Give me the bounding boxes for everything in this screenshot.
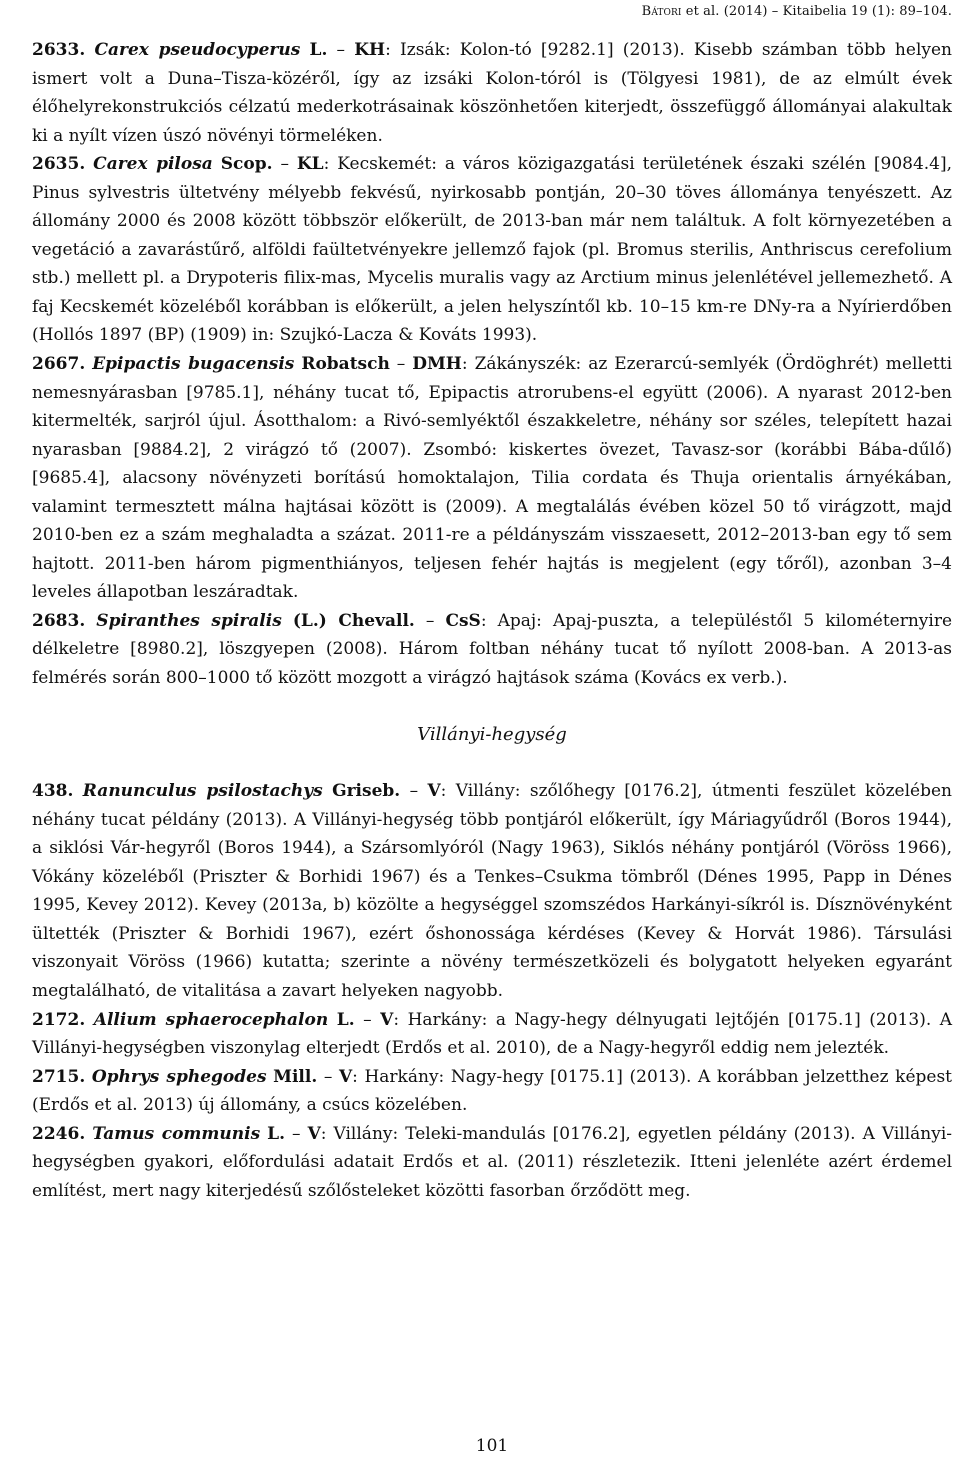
entry-text: Apaj: Apaj-puszta, a településtől 5 kilométernyire délkeletre [8980.2], löszgyepen (2008). Három foltban néhány tucat tő nyílott 2008-ban. A 2013-as felmérés során 800–1000 tő között mozgott a virágzó hajtások száma (Kovács ex verb.). [32,610,953,689]
region-code: V [338,1066,353,1087]
region-code: V [307,1123,321,1144]
entry-text: Zákányszék: az Ezerarcú-semlyék (Ördöghrét) melletti nemesnyárasban [9785.1], néhány tucat tő, Epipactis atrorubens-el együtt (2006). A nyarast 2012-ben kitermelték, sarjról újul. Ásotthalom: a Rivó-semlyéktől északkeletre, néhány sor széles, telepített hazai nyarasban [9884.2], 2 virágzó tő (2007). Zsombó: kiskertes övezet, Tavasz-sor (korábbi Bába-dűlő) [9685.4], alacsony növényzeti borítású homoktalajon, Tilia cordata és Thuja orientalis árnyékában, valamint termesztett málna hajtásai között is (2009). A megtalálás évében közel 50 tő virágzott, majd 2010-ben ez a szám meghaladta a százat. 2011-re a példányszám visszaesett, 2012–2013-ban egy tő sem hajtott. 2011-ben három pigmenthiányos, teljesen fehér hajtás is megjelent (egy tőről), azonban 3–4 leveles állapotban leszáradtak. [32,354,953,603]
species-authority: L. [267,1123,286,1144]
running-header [642,4,952,19]
species-authority: Mill. [273,1066,318,1087]
entry-number: 438. [32,781,74,802]
page [32,0,952,1458]
entry-text: Villány: szőlőhegy [0176.2], útmenti feszület közelében néhány tucat példány (2013). A Villányi-hegység több pontjáról előkerült, így Máriagyűdről (Boros 1944), a siklósi Vár-hegyről (Boros 1944), a Szársomlyóról (Nagy 1963), Siklós néhány pontjáról (Vöröss 1966), Vókány közeléből (Priszter & Borhidi 1967) és a Tenkes–Csukma tömbről (Dénes 1995, Papp in Dénes 1995, Kevey 2012). Kevey (2013a, b) közölte a hegységgel szomszédos Harkányi-síkról is. Dísznövényként ültették (Priszter & Borhidi 1967), ezért őshonossága kérdéses (Kevey & Horvát 1986). Társulási viszonyait Vöröss (1966) kutatta; szerinte a növény természetközeli és bolygatott helyeken egyaránt megtalálható, de vitalitása a zavart helyeken nagyobb. [32,781,952,1001]
species-authority: (L.) Chevall. [292,610,415,631]
entry-2246: 2246. Tamus communis L. – V: Villány: Teleki-mandulás [0176.2], egyetlen példány (2013). A Villányi-hegységben gyakori, előfordulási adatait Erdős et al. (2011) részletezik. Itteni jelenléte azért érdemel említést, mert nagy kiterjedésű szőlősteleket közötti fasorban őrződött meg. [32,1123,953,1201]
region-code: V [427,781,441,802]
entry-number: 2683. [32,610,86,631]
entry-text: Harkány: a Nagy-hegy délnyugati lejtőjén [0175.1] (2013). A Villányi-hegységben viszonylag elterjedt (Erdős et al. 2010), de a Nagy-hegyről eddig nem jelezték. [32,1009,953,1059]
region-code: KH [354,40,386,60]
entry-number: 2246. [32,1123,86,1144]
species-name: Ranunculus psilostachys [82,781,323,802]
species-authority: Griseb. [332,781,401,802]
entry-number: 2172. [32,1009,86,1030]
entry-number: 2633. [32,40,86,60]
entry-text: Harkány: Nagy-hegy [0175.1] (2013). A korábban jelzetthez képest (Erdős et al. 2013) új állomány, a csúcs közelében. [32,1066,953,1116]
entry-438: 438. Ranunculus psilostachys Griseb. – V: Villány: szőlőhegy [0176.2], útmenti feszület közelében néhány tucat példány (2013). A Villányi-hegység több pontjáról előkerült, így Máriagyűdről (Boros 1944), a siklósi Vár-hegyről (Boros 1944), a Szársomlyóról (Nagy 1963), Siklós néhány pontjáról (Vöröss 1966), Vókány közeléből (Priszter & Borhidi 1967) és a Tenkes–Csukma tömbről (Dénes 1995, Papp in Dénes 1995, Kevey 2012). Kevey (2013a, b) közölte a hegységgel szomszédos Harkányi-síkról is. Dísznövényként ültették (Priszter & Borhidi 1967), ezért őshonossága kérdéses (Kevey & Horvát 1986). Társulási viszonyait Vöröss (1966) kutatta; szerinte a növény természetközeli és bolygatott helyeken egyaránt megtalálható, de vitalitása a zavart helyeken nagyobb. [32,781,952,1001]
entry-number: 2715. [32,1066,86,1087]
header-author: Bátori [641,4,682,19]
entry-text: Kecskemét: a város közigazgatási területének északi szélén [9084.4], Pinus sylvestris ültetvény mélyebb fekvésű, nyirkosabb pontján, 20–30 töves állománya tenyészett. Az állomány 2000 és 2008 között többször előkerült, de 2013-ban már nem találtuk. A folt környezetében a vegetáció a zavarástűrő, alföldi faültetvényekre jellemző fajok (pl. Bromus sterilis, Anthriscus cerefolium stb.) mellett pl. a Drypoteris filix-mas, Mycelis muralis vagy az Arctium minus jelenlétével jellemezhető. A faj Kecskemét közeléből korábban is előkerült, a jelen helyszíntől kb. 10–15 km-re DNy-ra a Nyírierdőben (Hollós 1897 (BP) (1909) in: Szujkó-Lacza & Kováts 1993). [32,154,953,346]
entry-2667: 2667. Epipactis bugacensis Robatsch – DMH: Zákányszék: az Ezerarcú-semlyék (Ördöghrét) melletti nemesnyárasban [9785.1], néhány tucat tő, Epipactis atrorubens-el együtt (2006). A nyarast 2012-ben kitermelték, sarjról újul. Ásotthalom: a Rivó-semlyéktől északkeletre, néhány sor széles, telepített hazai nyarasban [9884.2], 2 virágzó tő (2007). Zsombó: kiskertes övezet, Tavasz-sor (korábbi Bába-dűlő) [9685.4], alacsony növényzeti borítású homoktalajon, Tilia cordata és Thuja orientalis árnyékában, valamint termesztett málna hajtásai között is (2009). A megtalálás évében közel 50 tő virágzott, majd 2010-ben ez a szám meghaladta a százat. 2011-re a példányszám visszaesett, 2012–2013-ban egy tő sem hajtott. 2011-ben három pigmenthiányos, teljesen fehér hajtás is megjelent (egy tőről), azonban 3–4 leveles állapotban leszáradtak. [32,354,953,603]
section-heading: Villányi-hegység [417,723,567,745]
species-name: Epipactis bugacensis [92,354,295,375]
region-code: V [380,1009,394,1030]
species-authority: L. [336,1009,355,1030]
region-code: DMH [412,354,462,375]
entry-text: Villány: Teleki-mandulás [0176.2], egyetlen példány (2013). A Villányi-hegységben gyakori, előfordulási adatait Erdős et al. (2011) részletezik. Itteni jelenléte azért érdemel említést, mert nagy kiterjedésű szőlősteleket közötti fasorban őrződött meg. [32,1123,953,1201]
article-body [32,36,952,1205]
species-authority: Robatsch [301,354,390,375]
entry-text: Izsák: Kolon-tó [9282.1] (2013). Kisebb számban több helyen ismert volt a Duna–Tisza-közéről, így az izsáki Kolon-tóról is (Tölgyesi 1981), de az elmúlt évek élőhelyrekonstrukciós célzatú mederkotrásainak köszönhetően kiterjedt, összefüggő állományai alakultak ki a nyílt vízen úszó növényi törmeléken. [32,40,952,146]
species-name: Ophrys sphegodes [91,1066,267,1087]
entry-2633: 2633. Carex pseudocyperus L. – KH: Izsák: Kolon-tó [9282.1] (2013). Kisebb számban több helyen ismert volt a Duna–Tisza-közéről, így az izsáki Kolon-tóról is (Tölgyesi 1981), de az elmúlt évek élőhelyrekonstrukciós célzatú mederkotrásainak köszönhetően kiterjedt, összefüggő állományai alakultak ki a nyílt vízen úszó növényi törmeléken. [32,40,952,146]
species-name: Carex pilosa [93,154,213,175]
region-code: KL [296,154,324,175]
species-name: Spiranthes spiralis [96,610,282,631]
entry-number: 2667. [32,354,86,375]
species-name: Carex pseudocyperus [94,40,301,60]
species-name: Tamus communis [92,1123,261,1144]
entry-2635: 2635. Carex pilosa Scop. – KL: Kecskemét: a város közigazgatási területének északi szélén [9084.4], Pinus sylvestris ültetvény mélyebb fekvésű, nyirkosabb pontján, 20–30 töves állománya tenyészett. Az állomány 2000 és 2008 között többször előkerült, de 2013-ban már nem találtuk. A folt környezetében a vegetáció a zavarástűrő, alföldi faültetvényekre jellemző fajok (pl. Bromus sterilis, Anthriscus cerefolium stb.) mellett pl. a Drypoteris filix-mas, Mycelis muralis vagy az Arctium minus jelenlétével jellemezhető. A faj Kecskemét közeléből korábban is előkerült, a jelen helyszíntől kb. 10–15 km-re DNy-ra a Nyírierdőben (Hollós 1897 (BP) (1909) in: Szujkó-Lacza & Kováts 1993). [32,154,953,346]
species-authority: Scop. [220,154,273,175]
entry-2683: 2683. Spiranthes spiralis (L.) Chevall. – CsS: Apaj: Apaj-puszta, a településtől 5 kilométernyire délkeletre [8980.2], löszgyepen (2008). Három foltban néhány tucat tő nyílott 2008-ban. A 2013-as felmérés során 800–1000 tő között mozgott a virágzó hajtások száma (Kovács ex verb.). [32,610,953,689]
species-authority: L. [309,40,328,60]
entry-2715: 2715. Ophrys sphegodes Mill. – V: Harkány: Nagy-hegy [0175.1] (2013). A korábban jelzetthez képest (Erdős et al. 2013) új állomány, a csúcs közelében. [32,1066,953,1116]
header-citation: et al. (2014) – Kitaibelia 19 (1): 89–104. [681,4,952,19]
entry-number: 2635. [32,154,86,175]
page-number: 101 [475,1436,509,1456]
region-code: CsS [445,610,481,631]
entry-2172: 2172. Allium sphaerocephalon L. – V: Harkány: a Nagy-hegy délnyugati lejtőjén [0175.1] (2013). A Villányi-hegységben viszonylag elterjedt (Erdős et al. 2010), de a Nagy-hegyről eddig nem jelezték. [32,1009,953,1059]
species-name: Allium sphaerocephalon [93,1009,329,1030]
